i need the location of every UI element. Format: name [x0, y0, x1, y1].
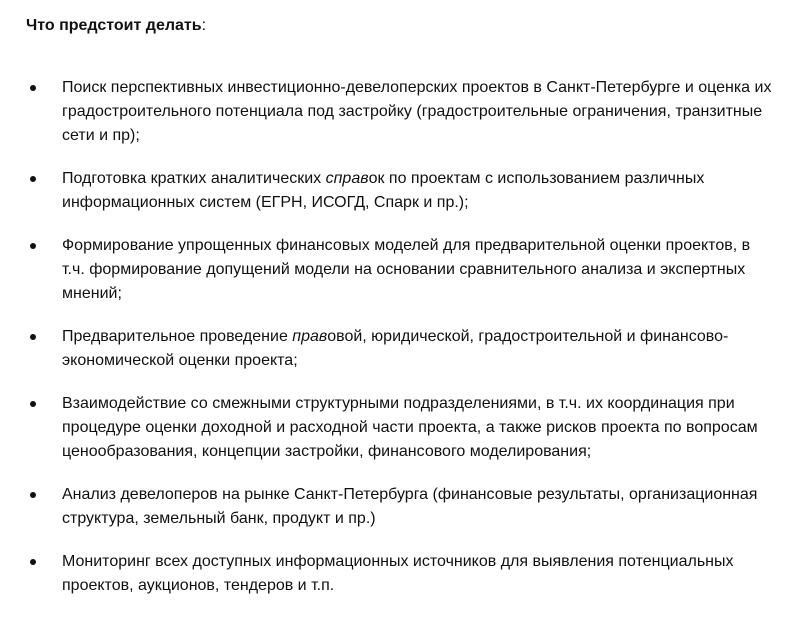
section-heading-colon: : — [201, 17, 207, 34]
list-item-text — [62, 170, 704, 211]
bullet-icon — [30, 559, 36, 565]
section-heading-text: Что предстоит делать — [26, 17, 202, 34]
list-item — [0, 483, 800, 531]
list-item-text: Поиск перспективных инвестиционно-девелоперских проектов в Санкт-Петербурге и оценка их градостроительного потенциала под застройку (градостроительные ограничения, транзитные сети и пр); — [62, 79, 772, 144]
list-item — [0, 167, 800, 215]
list-item-text: Взаимодействие со смежными структурными подразделениями, в т.ч. их координация при процедуре оценки доходной и расходной части проекта, а также рисков проекта по вопросам ценообразования, концепции застройки, финансового моделирования; — [62, 395, 758, 460]
list-item-text-emphasis: прав — [292, 328, 328, 345]
list-item-text: Анализ девелоперов на рынке Санкт-Петербурга (финансовые результаты, организационная структура, земельный банк, продукт и пр.) — [62, 486, 758, 527]
bullet-icon — [30, 492, 36, 498]
list-item-text-part: ок по проектам с использованием различных информационных систем (ЕГРН, ИСОГД, Спарк и пр.); — [62, 170, 705, 211]
list-item-text: Мониторинг всех доступных информационных источников для выявления потенциальных проектов, аукционов, тендеров и т.п. — [62, 553, 734, 594]
section-heading — [26, 16, 206, 36]
bullet-icon — [30, 243, 36, 249]
list-item — [0, 234, 800, 306]
list-item — [0, 325, 800, 373]
list-item-text-emphasis: справ — [325, 170, 369, 187]
list-item — [0, 550, 800, 598]
list-item-text: Формирование упрощенных финансовых моделей для предварительной оценки проектов, в т.ч. формирование допущений модели на основании сравнительного анализа и экспертных мнений; — [62, 237, 751, 302]
list-item — [0, 76, 800, 148]
list-item — [0, 392, 800, 464]
bullet-icon — [30, 176, 36, 182]
bullet-icon — [30, 334, 36, 340]
bullet-icon — [30, 401, 36, 407]
list-item-text-part: овой, юридической, градостроительной и финансово-экономической оценки проекта; — [62, 328, 729, 369]
list-item-text-part: Предварительное проведение — [62, 328, 293, 345]
list-item-text — [62, 328, 728, 369]
list-item-text-part: Подготовка кратких аналитических — [62, 170, 326, 187]
bullet-icon — [30, 85, 36, 91]
responsibilities-list — [0, 76, 800, 617]
